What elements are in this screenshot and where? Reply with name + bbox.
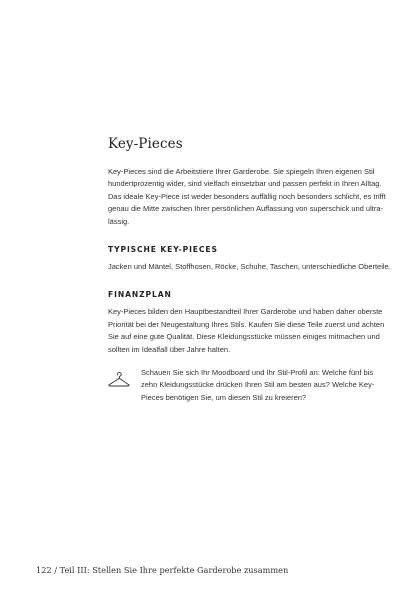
intro-line: lässig. — [108, 216, 130, 226]
intro-line: Das ideale Key-Piece ist weder besonders auffällig noch besonders schlicht, es trifft — [108, 191, 386, 201]
finanzplan-line: Sie auf eine gute Qualität. Diese Kleidungsstücke müssen einiges mitmachen und — [108, 332, 380, 342]
intro-line: Key-Pieces sind die Arbeitstiere Ihrer Garderobe. Sie spiegeln Ihren eigenen Stil — [108, 167, 375, 176]
chapter-title: Teil III: Stellen Sie Ihre perfekte Garderobe zusammen — [59, 565, 289, 575]
typische-line: Jacken und Mäntel, Stoffhosen, Röcke, Schuhe, Taschen, unterschiedliche Oberteile. — [108, 262, 391, 272]
finanzplan-heading: FINANZPLAN — [108, 290, 172, 300]
intro-line: hundertprozentig wider, sind vielfach einsetzbar und passen perfekt in Ihren Alltag. — [108, 179, 382, 189]
finanzplan-line: Key-Pieces bilden den Hauptbestandteil Ihrer Garderobe und haben daher oberste — [108, 307, 383, 317]
clothes-hanger-icon — [108, 371, 130, 389]
typische-paragraph — [108, 261, 391, 273]
tip-line: Pieces benötigen Sie, um diesen Stil zu kreieren? — [141, 392, 307, 402]
page-footer — [36, 565, 288, 575]
finanzplan-block — [108, 290, 385, 356]
finanzplan-paragraph — [108, 306, 385, 356]
finanzplan-line: Priorität bei der Neugestaltung Ihres Stils. Kaufen Sie diese Teile zuerst und achten — [108, 319, 385, 329]
content-area — [108, 136, 391, 404]
typische-heading: TYPISCHE KEY-PIECES — [108, 245, 218, 255]
tip-box — [108, 367, 375, 404]
tip-line: zehn Kleidungsstücke drücken Ihren Stil am besten aus? Welche Key- — [141, 380, 375, 390]
intro-paragraph — [108, 166, 386, 228]
intro-line: genau die Mitte zwischen Ihrer persönlichen Auffassung von superschick und ultra- — [108, 204, 384, 214]
tip-paragraph — [141, 367, 375, 404]
page-number: 122 — [36, 565, 52, 575]
footer-separator: / — [54, 565, 58, 575]
tip-line: Schauen Sie sich Ihr Moodboard und Ihr Stil-Profil an: Welche fünf bis — [141, 368, 374, 378]
typische-key-pieces-block — [108, 245, 391, 273]
finanzplan-line: sollten im Idealfall über Jahre halten. — [108, 344, 231, 354]
section-title: Key-Pieces — [108, 136, 183, 152]
